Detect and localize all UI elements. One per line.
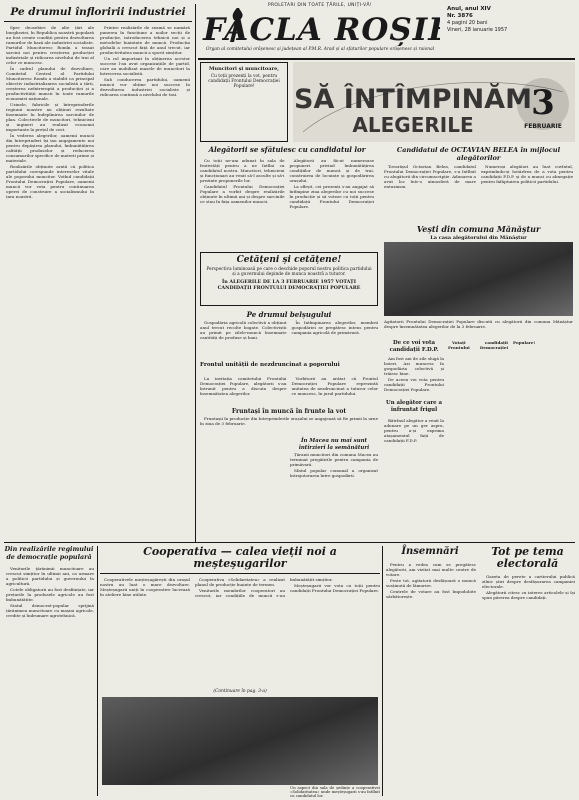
masthead-pages: 4 pagini 20 bani (447, 20, 488, 26)
belea-title: Candidatul de OCTAVIAN BELEA în mijlocul alegătorilor (396, 146, 561, 162)
paragraph: Cooperativele meșteșugărești din orașul nostru au luat o mare dezvoltare. Meșteșugarii uniți în cooperative lucrează în ateliere bine utilate. (100, 577, 190, 597)
paragraph: Realizările obținute arată că politica partidului corespunde intereselor vitale ale poporului muncitor. Votînd candidații Frontului Democrației Populare, oamenii muncii vor vota pentru continuarea operei de construire a socialismului în țara noastră. (6, 164, 94, 199)
de-ce-body (384, 356, 444, 396)
right-bottom-divider (382, 546, 383, 796)
continuare-note: (Continuare în pag. 3-a) (213, 689, 267, 694)
regulament-body (6, 566, 94, 794)
paragraph: Fruntașii în producție din întreprinderile orașului se angajează să fie primii la urne în ziua de 3 februarie. (200, 416, 378, 426)
paragraph: În vederea alegerilor, oamenii muncii din întreprinderi își iau angajamente noi pentru depășirea planului, îmbunătățirea calității produselor și reducerea consumurilor specifice de materii prime și materiale. (6, 133, 94, 163)
un-alegator-body (384, 418, 444, 538)
paragraph: Vorbitorii au arătat că Frontul Democrației Populare reprezintă unitatea de nezdruncinat a tuturor celor ce muncesc, în jurul partidului. (291, 376, 378, 396)
masthead-year: Anul, anul XIV (447, 6, 491, 12)
masthead-rule (198, 58, 575, 60)
paragraph: Gazeta de perete a cartierului publică zilnic știri despre desfășurarea campaniei electorale. (482, 574, 575, 589)
paragraph: Statul democrat-popular sprijină țărănimea muncitoare cu mașini agricole, credite și îndrumare agrotehnică. (6, 603, 94, 618)
regulament-title: Din realizările regimului de democrație populară (4, 545, 94, 561)
paragraph: Cotele obligatorii au fost desființate, iar prețurile la produsele agricole au fost îmbunătățite. (6, 587, 94, 602)
paragraph: Centrele de votare au fost împodobite sărbătorește. (386, 589, 476, 599)
drumul-body (200, 320, 378, 358)
insemnari-title: Însemnări (401, 546, 459, 557)
cetateni-callout: În ALEGERILE DE LA 3 FEBRUARIE 1957 VOTAȚI CANDIDAȚII FRONTULUI DEMOCRAȚIEI POPULARE (217, 279, 361, 291)
la-vot-title: Fruntași în muncă în frunte la vot (231, 408, 347, 415)
paragraph: Uzinele, fabricile și întreprinderile regiunii noastre au obținut rezultate însemnate în îndeplinirea sarcinilor de plan. Colectivele de muncitori, tehnicieni și ingineri au realizat economii importante la prețul de cost. (6, 102, 94, 132)
lead-article-title: Pe drumul înfloririi industriei (10, 6, 186, 18)
de-ce-title: De ce voi vota candidații F.D.P. (389, 340, 439, 353)
paragraph: Gospodăria agricolă colectivă a obținut anul trecut recolte bogate. Colectiviștii au primit pe zilele-muncă însemnate cantități de produse și bani. (200, 320, 287, 340)
paragraph: Alegătorii au făcut numeroase propuneri privind îmbunătățirea condițiilor de muncă și de trai, construirea de locuințe și gospodărirea orașului. (289, 158, 374, 183)
bottom-photo-caption: Un aspect din sala de ședințe a cooperativei «Solidaritatea» unde meșteșugarii s-au întîlnit cu candidatul lor. (290, 786, 380, 798)
ad-box-text: Votați candidații Frontului Democrației Populare! (448, 340, 536, 350)
paragraph: Peste tot, agitatorii desfășoară o muncă susținută de lămurire. (386, 578, 476, 588)
paragraph: Spre deosebire de alte țări ale burgheziei, în Republica noastră populară au fost create condiții pentru dezvoltarea ramurilor de bază ale industriei socialiste. Partidul Muncitoresc Romîn a trasat sarcini noi pentru creșterea producției industriale și ridicarea nivelului de trai al celor ce muncesc. (6, 25, 94, 65)
masthead-logo (200, 8, 440, 46)
paragraph: Candidatul Frontului Democrației Populare a vorbit despre realizările obținute în ultimii ani și despre sarcinile ce stau în fața oamenilor muncii. (200, 184, 285, 204)
cetateni-body: Perspectiva luminoasă pe care o deschide poporul nostru politica partidului și a guvernului depinde de munca noastră a tuturor. (206, 267, 372, 277)
cetateni-title: Cetățeni și cetățene! (236, 255, 342, 265)
masthead-tagline: PROLETARI DIN TOATE ȚĂRILE, UNIȚI-VĂ! (267, 3, 373, 8)
paragraph: Bătrînul alegător a venit la adunare pe un ger aspru, pentru a-și exprima atașamentul față de candidații F.D.P. (384, 418, 444, 443)
lead-title-rule (4, 21, 192, 22)
paragraph: Cooperativa «Solidaritatea» a realizat planul de producție înainte de termen. (195, 577, 285, 587)
alegatorii-body (200, 158, 374, 248)
macea-body (290, 452, 378, 538)
paragraph: De aceea voi vota pentru candidații Frontului Democrației Populare. (384, 377, 444, 392)
vesti-photo-caption: La casa alegătorului din Mănăștur (430, 235, 527, 241)
cooperativa-photo (102, 697, 378, 785)
cetateni-box (200, 252, 378, 306)
cooperativa-title: Cooperativa — calea vieții noi a meșteșugarilor (143, 545, 337, 570)
frontul-title: Frontul unității de nezdruncinat a poporului (200, 362, 340, 368)
paragraph: Alegătorii citesc cu interes articolele și își spun părerea despre candidați. (482, 590, 575, 600)
paragraph: Am fost ani de zile slugă la boieri. Azi muncesc în gospodăria colectivă și trăiesc bine. (384, 356, 444, 376)
banner-date-number: 3 (531, 83, 555, 123)
bottom-section-rule (4, 542, 575, 543)
lead-article-column-1 (6, 25, 94, 537)
paragraph: Pentru a vedea cum se pregătesc alegătorii, am vizitat mai multe centre de votare. (386, 562, 476, 577)
vesti-caption-text: Agitatorii Frontului Democrației Populare discută cu alegătorii din comuna Mănăștur despre însemnătatea alegerilor de la 3 februarie. (384, 319, 573, 329)
paragraph: În întîmpinarea alegerilor, membrii gospodăriei se pregătesc intens pentru campania agricolă de primăvară. (291, 320, 378, 335)
right-mid-columns (448, 340, 573, 538)
vesti-photo (384, 242, 573, 316)
masthead-title: FACLA ROȘIE (203, 12, 440, 46)
svg-text:SĂ ÎNTÎMPINĂM: SĂ ÎNTÎMPINĂM (294, 84, 532, 115)
la-vot-body (200, 416, 378, 436)
column-divider (195, 4, 196, 542)
svg-text:ALEGERILE: ALEGERILE (352, 113, 474, 137)
frontul-body (200, 376, 378, 406)
tot-pe-tema-body (482, 574, 575, 794)
paragraph: Țăranii muncitori din comuna Macea au terminat pregătirile pentru campania de primăvară. (290, 452, 378, 467)
paragraph: Veniturile țărănimii muncitoare au crescut simțitor în ultimii ani, ca urmare a politicii partidului și guvernului în agricultură. (6, 566, 94, 586)
paragraph: Veniturile membrilor cooperatori au crescut, iar condițiile de muncă s-au îmbunătățit simțitor. (195, 577, 333, 598)
tot-pe-tema-title: Tot pe tema electorală (491, 545, 564, 570)
paragraph: Meșteșugarii vor vota cu toții pentru candidații Frontului Democrației Populare. (290, 583, 380, 593)
masthead-date: Vineri, 28 ianuarie 1957 (447, 27, 508, 33)
paragraph: Sfatul popular comunal a organizat întrajutorarea între gospodării. (290, 468, 378, 478)
banner-left-text: Cu toții prezenți la vot, pentru candidații Frontului Democrației Populare! (208, 74, 280, 89)
alegatorii-title: Alegătorii se sfătuiesc cu candidatul lor (208, 145, 366, 154)
election-banner (293, 62, 575, 142)
paragraph: Numeroși alegători au luat cuvîntul, exprimîndu-și hotărîrea de a vota pentru candidații F.D.P. și de a munci cu abnegație pentru înfăptuirea politicii partidului. (481, 164, 573, 184)
paragraph: Printre realizările de seamă se numără punerea în funcțiune a noilor secții de producție, introducerea tehnicii noi și a metodelor înaintate de muncă. Producția globală a crescut față de anul trecut, iar productivitatea muncii a sporit simțitor. (100, 25, 190, 55)
banner-left-box (200, 62, 288, 142)
banner-date-month: FEBRUARIE (524, 123, 562, 130)
macea-title: În Macea nu mai sunt întîrzieri la semănături (298, 438, 370, 451)
masthead-info-box (447, 6, 575, 52)
masthead-number: Nr. 3876 (447, 13, 473, 19)
paragraph: Un rol important în obținerea acestor succese l-au avut organizațiile de partid, care au mobilizat masele de muncitori la întrecerea socialistă. (100, 56, 190, 76)
un-alegator-title: Un alegător care a înfruntat frigul (386, 400, 442, 413)
paragraph: Sub conducerea partidului, oamenii muncii vor obține noi succese în dezvoltarea industriei socialiste și ridicarea continuă a nivelului de trai. (100, 77, 190, 97)
bottom-column-divider (97, 546, 98, 796)
belea-body (384, 164, 573, 222)
paragraph: La invitația comitetului Frontului Democrației Populare, alegătorii s-au întrunit pentru a discuta despre însemnătatea alegerilor. (200, 376, 287, 396)
paragraph: În cadrul planului de dezvoltare, Comitetul Central al Partidului Muncitoresc Romîn a stabilit ca principal obiectiv industrializarea socialistă a țării, creșterea neîntreruptă a producției și a productivității muncii în toate ramurile economiei naționale. (6, 66, 94, 101)
paragraph: Cu toții ne-am adunat în sala de festivități pentru a ne întîlni cu candidatul nostru. Muncitori, tehnicieni și funcționari au venit să-l asculte și să-i prezinte propunerile lor. (200, 158, 285, 183)
paragraph: La sfîrșit, cei prezenți s-au angajat să întîmpine ziua alegerilor cu noi succese în producție și să voteze cu toții pentru candidații Frontului Democrației Populare. (289, 184, 374, 209)
cooperativa-body (100, 577, 380, 687)
insemnari-body (386, 562, 476, 794)
paragraph: Tovarășul Octavian Belea, candidatul Frontului Democrației Populare, s-a întîlnit cu alegătorii din circumscripție. Adunarea a avut loc într-o atmosferă de mare entuziasm. (384, 164, 476, 189)
drumul-title: Pe drumul belșugului (246, 310, 332, 319)
lead-article-column-2 (100, 25, 190, 537)
banner-kicker: Muncitori și muncitoare, (208, 66, 280, 72)
cooperativa-rule (100, 573, 380, 574)
masthead-subtitle: Organ al comitetului orășenesc și județean al P.M.R. Arad și al sfaturilor populare orășenesc și raional (205, 47, 435, 52)
vesti-title: Vești din comuna Mănăștur (416, 224, 541, 234)
